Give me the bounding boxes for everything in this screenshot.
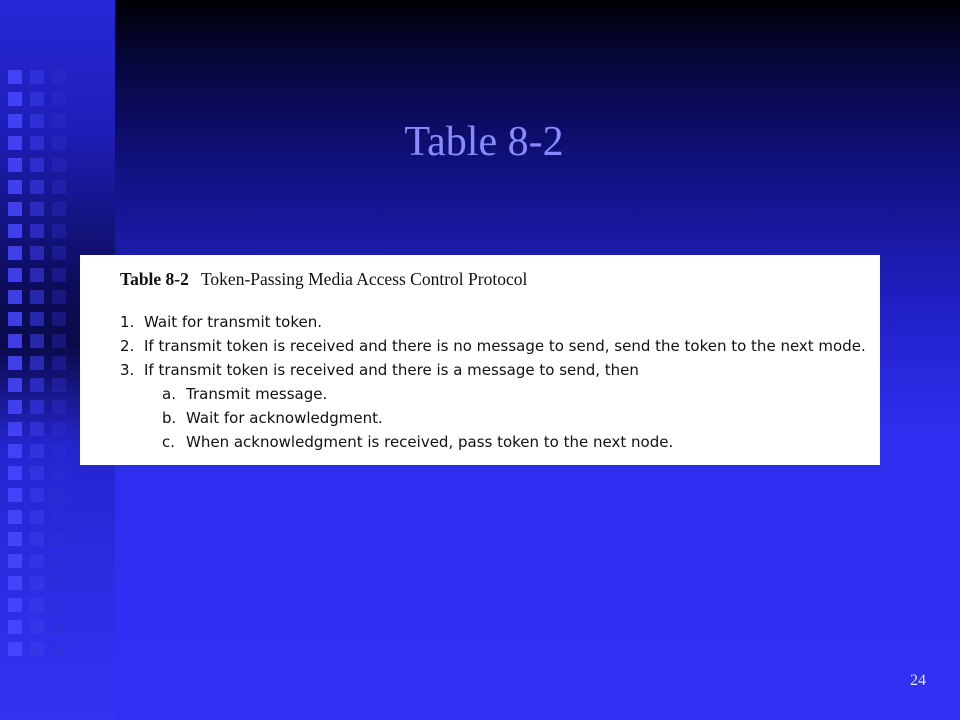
decor-square [8,400,22,414]
decor-square [52,180,66,194]
table-label: Table 8-2 [120,269,189,289]
step-text: If transmit token is received and there is a message to send, then [144,361,639,379]
list-item [120,310,880,334]
list-item [120,358,880,382]
decor-square [52,554,66,568]
decor-square [30,642,44,656]
table-image-panel [80,255,880,465]
decor-square [8,466,22,480]
decor-square [30,510,44,524]
decor-square [30,246,44,260]
decor-square [8,202,22,216]
decor-square [52,334,66,348]
decor-square [30,312,44,326]
decor-square [52,642,66,656]
decor-square [8,620,22,634]
decor-square [30,532,44,546]
decor-square [8,334,22,348]
substep-text: Transmit message. [186,385,328,403]
decor-square [8,378,22,392]
decor-square [52,246,66,260]
decor-square [52,312,66,326]
list-subitem [120,406,880,430]
decor-square [30,70,44,84]
page-number: 24 [910,672,926,689]
list-item [120,334,880,358]
list-subitem [120,382,880,406]
decor-square [30,268,44,282]
step-text: If transmit token is received and there is no message to send, send the token to the next mode. [144,337,866,355]
decor-square [8,510,22,524]
decor-square [52,290,66,304]
decor-square [30,620,44,634]
step-number: 2. [120,337,135,355]
decor-square [30,444,44,458]
decor-square [8,356,22,370]
decor-square [8,224,22,238]
decor-square [52,378,66,392]
decor-square [30,488,44,502]
decor-square [8,312,22,326]
decor-square [52,444,66,458]
decor-square [52,202,66,216]
decor-square [8,180,22,194]
decor-square [8,554,22,568]
decor-square [52,576,66,590]
decor-square [30,180,44,194]
decor-square [8,246,22,260]
decor-square [52,224,66,238]
decor-square [8,444,22,458]
decor-square [52,92,66,106]
decor-square [30,422,44,436]
table-caption-text: Token-Passing Media Access Control Protocol [200,269,528,289]
decor-square [8,268,22,282]
decor-square [8,92,22,106]
decor-square [52,422,66,436]
decor-square [8,70,22,84]
decor-square [52,598,66,612]
decor-square [8,576,22,590]
protocol-steps [120,310,880,454]
decor-square [52,400,66,414]
decor-square [8,598,22,612]
decor-square [30,400,44,414]
table-caption [120,269,880,290]
substep-letter: b. [162,409,177,427]
decor-square [30,334,44,348]
decor-square [30,356,44,370]
decor-square [52,70,66,84]
decor-square [52,532,66,546]
step-number: 3. [120,361,135,379]
step-text: Wait for transmit token. [144,313,322,331]
decor-square [30,92,44,106]
substep-letter: a. [162,385,176,403]
decor-square [30,576,44,590]
decor-square [8,290,22,304]
slide-title: Table 8-2 [404,119,564,165]
substep-letter: c. [162,433,176,451]
decor-square [52,488,66,502]
decor-square [52,356,66,370]
decor-square [52,620,66,634]
substep-text: Wait for acknowledgment. [186,409,383,427]
decor-square [8,532,22,546]
decor-square [30,224,44,238]
decor-square [30,554,44,568]
decor-square [30,378,44,392]
decor-square [8,642,22,656]
list-subitem [120,430,880,454]
decor-square [30,466,44,480]
decor-square [52,510,66,524]
decor-square [30,290,44,304]
decor-square [30,598,44,612]
step-number: 1. [120,313,135,331]
decor-square [8,422,22,436]
decor-square [52,466,66,480]
substep-text: When acknowledgment is received, pass token to the next node. [186,433,674,451]
decor-square [30,202,44,216]
decor-square [52,268,66,282]
decor-square [8,488,22,502]
